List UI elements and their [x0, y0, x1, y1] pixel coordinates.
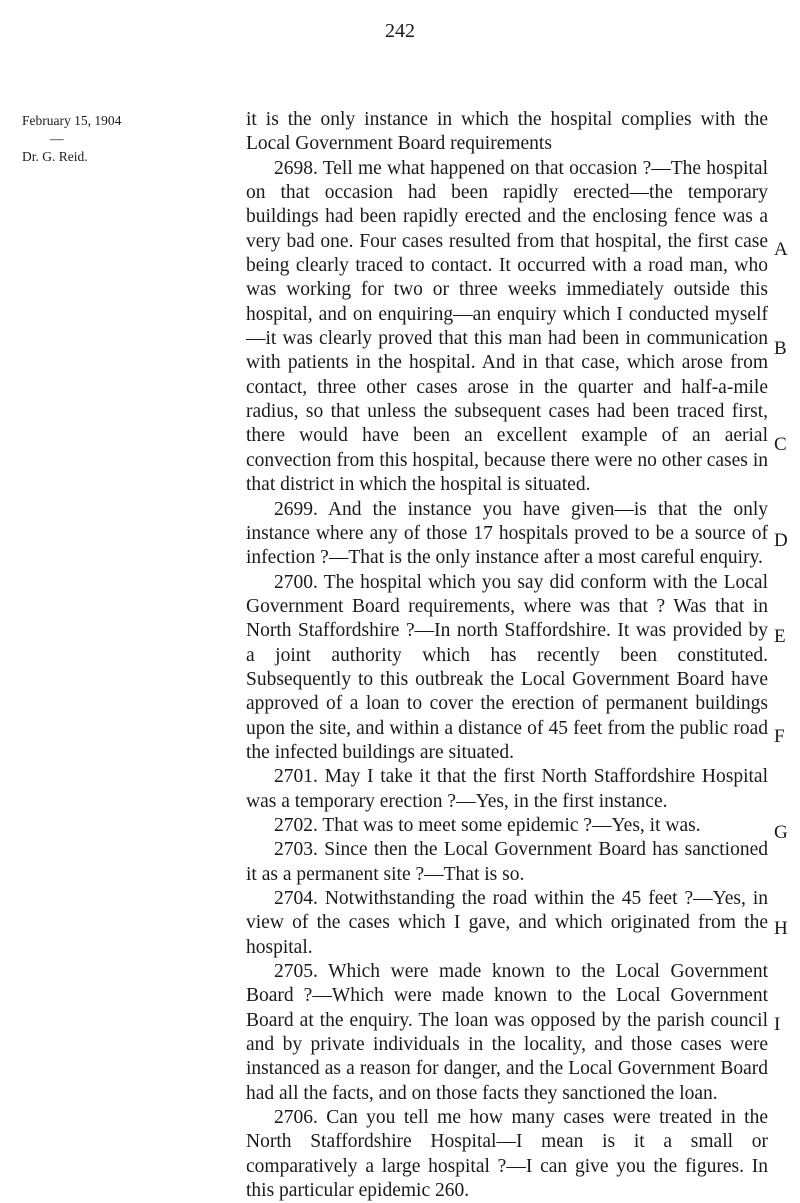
margin-dash: —	[50, 131, 64, 146]
line-letter-e: E	[774, 626, 786, 647]
line-letter-b: B	[774, 338, 787, 359]
line-letter-i: I	[774, 1014, 781, 1035]
question-2701: 2701. May I take it that the first North Staffordshire Hospital was a temporary erection ?—Yes, in the first instance.	[246, 766, 768, 812]
line-letter-g: G	[774, 822, 788, 843]
line-letter-a: A	[774, 239, 788, 260]
hearing-date: February 15, 1904	[22, 113, 122, 128]
line-letter-d: D	[774, 530, 788, 551]
testimony-text	[246, 108, 768, 1203]
question-2705: 2705. Which were made known to the Local Government Board ?—Which were made known to the Local Government Board at the enquiry. The loan was opposed by the parish council and by private individuals in the locality, and those cases were instanced as a reason for danger, and the Local Government Board had all the facts, and on those facts they sanctioned the loan.	[246, 961, 768, 1104]
question-2706: 2706. Can you tell me how many cases were treated in the North Staffordshire Hospital—I mean is it a small or comparatively a large hospital ?—I can give you the figures. In this particular epidemic 260.	[246, 1107, 768, 1202]
question-2698: 2698. Tell me what happened on that occasion ?—The hospital on that occasion had been rapidly erected—the temporary buildings had been rapidly erected and the enclosing fence was a very bad one. Four cases resulted from that hospital, the first case being clearly traced to contact. It occurred with a road man, who was working for two or three weeks immediately outside this hospital, and on enquiring—an enquiry which I conducted myself—it was clearly proved that this man had been in communication with patients in the hospital. And in that case, which arose from contact, three other cases arose in the quarter and half-a-mile radius, so that unless the subsequent cases had been traced first, there would have been an excellent example of an aerial convection from this hospital, because there were no other cases in that district in which the hospital is situated.	[246, 157, 768, 496]
line-letter-h: H	[774, 918, 788, 939]
question-2700: 2700. The hospital which you say did conform with the Local Government Board requirements, where was that ? Was that in North Staffordshire ?—In north Staffordshire. It was provided by a joint authority which has recently been constituted. Subsequently to this outbreak the Local Government Board have approved of a loan to cover the erection of permanent buildings upon the site, and within a distance of 45 feet from the public road the infected buildings are situated.	[246, 571, 768, 763]
line-letter-c: C	[774, 434, 787, 455]
witness-name: Dr. G. Reid.	[22, 149, 88, 164]
page-number: 242	[385, 20, 415, 42]
question-2699: 2699. And the instance you have given—is that the only instance where any of those 17 hospitals proved to be a source of infection ?—That is the only instance after a most careful enquiry.	[246, 498, 768, 569]
paragraph-continuation: it is the only instance in which the hospital complies with the Local Government Board requirements	[246, 109, 768, 155]
question-2703: 2703. Since then the Local Government Board has sanctioned it as a permanent site ?—That is so.	[246, 839, 768, 885]
margin-note	[22, 112, 122, 166]
line-letter-f: F	[774, 726, 785, 747]
question-2704: 2704. Notwithstanding the road within the 45 feet ?—Yes, in view of the cases which I gave, and which originated from the hospital.	[246, 888, 768, 958]
question-2702: 2702. That was to meet some epidemic ?—Yes, it was.	[274, 814, 701, 836]
